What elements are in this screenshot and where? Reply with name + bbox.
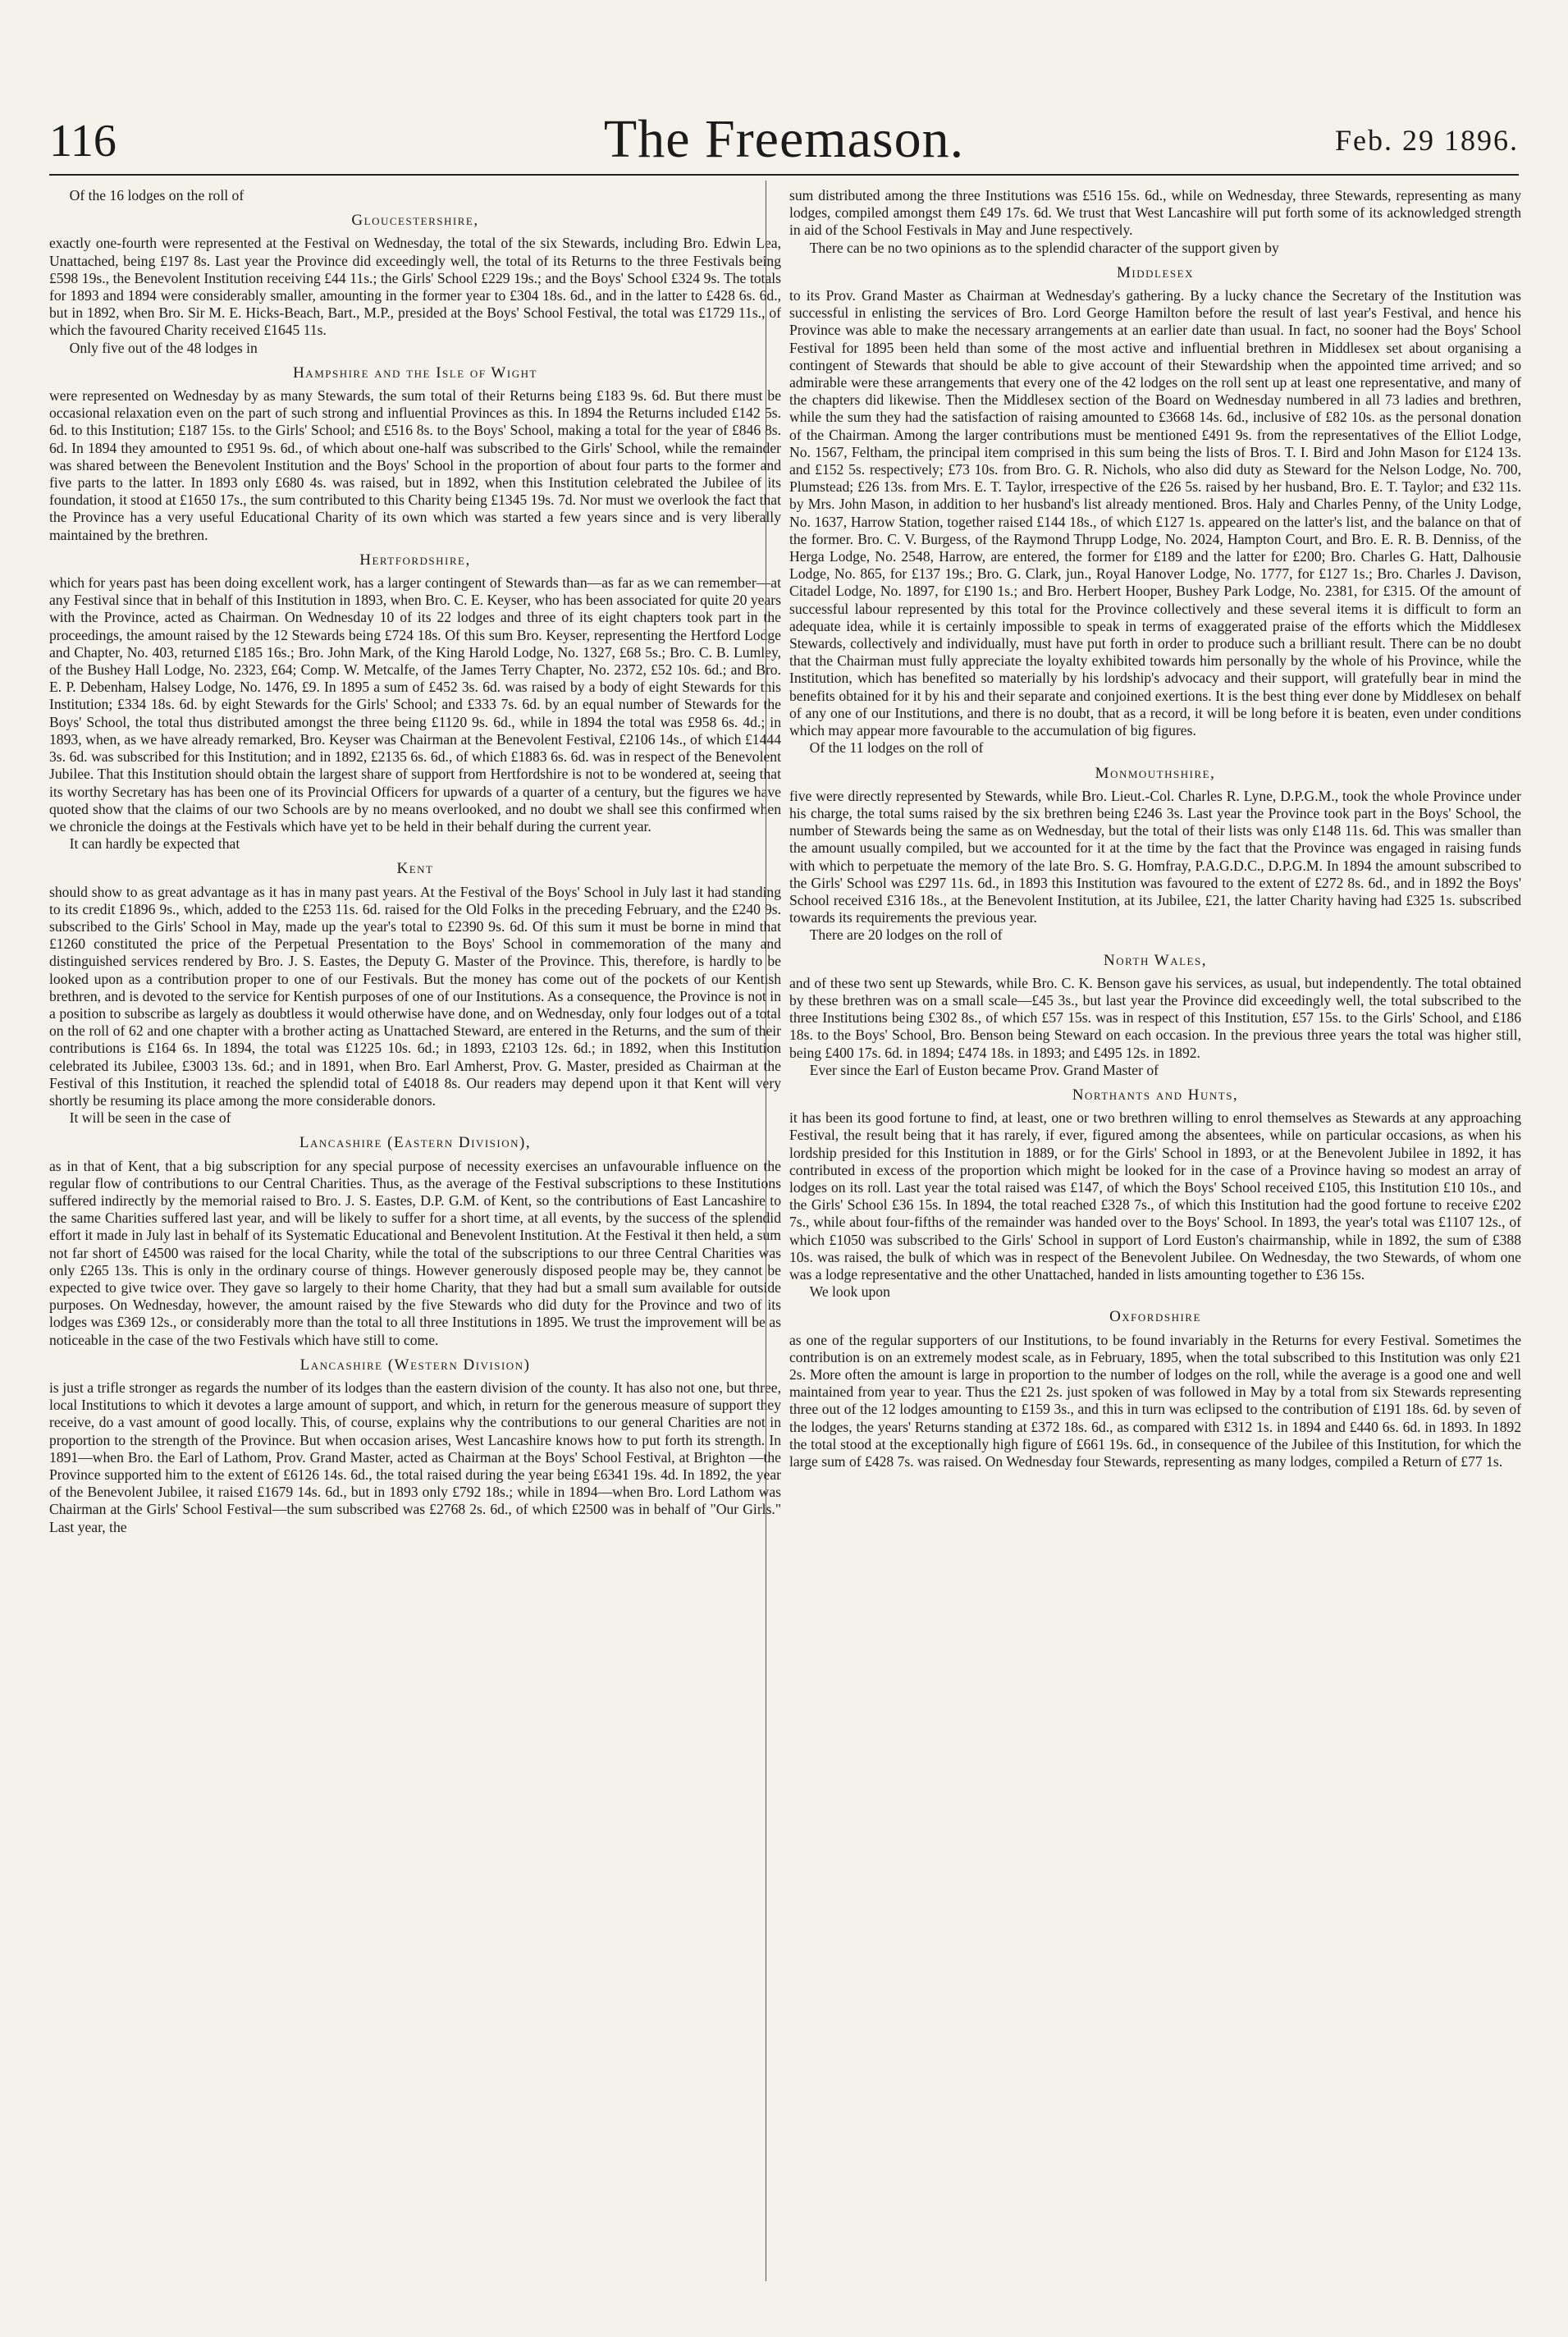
masthead	[49, 105, 1519, 171]
article-paragraph: There are 20 lodges on the roll of	[809, 926, 1003, 944]
article-paragraph: It can hardly be expected that	[69, 835, 240, 853]
article-paragraph: sum distributed among the three Institutions was £516 15s. 6d., while on Wednesday, three Stewards, representing as many lodges, compiled amongst them £49 17s. 6d. We trust that West Lancashire will put forth some of its acknowledged strength in aid of the School Festivals in May and June respectively.	[789, 187, 1521, 239]
article-paragraph: to its Prov. Grand Master as Chairman at Wednesday's gathering. By a lucky chance the Secretary of the Institution was successful in enlisting the services of Bro. Lord George Hamilton before the result of last year's Festival, and hence his Province was able to make the necessary arrangements at an earlier date than usual. In fact, no sooner had the Boys' School Festival for 1895 been held than some of the most active and influential brethren in Middlesex set about organising a contingent of Stewards that should be able to give account of their Stewardship when the appointed time arrived; and so admirable were these arrangements that every one of the 42 lodges on the roll sent up at least one representative, and many of the chapters did likewise. Then the Middlesex section of the Board on Wednesday numbered in all 73 ladies and brethren, while the sum they had the satisfaction of raising amounted to £3668 14s. 6d., inclusive of £82 10s. as the personal donation of the Chairman. Among the larger contributions must be mentioned £491 9s. from the representatives of the Elliot Lodge, No. 1567, Feltham, the principal item comprised in this sum being the lists of Bros. T. I. Bird and John Mason for £124 13s. and £152 5s. respectively; £73 10s. from Bro. G. R. Nichols, who also did duty as Steward for the Nelson Lodge, No. 700, Plumstead; £26 13s. from Mrs. E. T. Taylor, irrespective of the £26 5s. raised by her husband, Bro. E. T. Taylor; and £32 11s. by Mrs. John Mason, in addition to her husband's list already mentioned. Bros. Haly and Charles Penny, of the Unity Lodge, No. 1637, Harrow Station, together raised £144 18s., of which £127 1s. appeared on the latter's list, and the balance on that of the former. Bro. C. V. Burgess, of the Raymond Thrupp Lodge, No. 2024, Hampton Court, and Bro. E. R. B. Denniss, of the Herga Lodge, No. 2548, Harrow, are entered, the former for £189 and the latter for £200; Bro. Charles G. Hatt, Dalhousie Lodge, No. 865, for £137 19s.; Bro. G. Clark, jun., Royal Hanover Lodge, No. 1777, for £127 1s.; Bro. Charles J. Davison, Citadel Lodge, No. 1897, for £190 1s.; and Bro. Herbert Hooper, Bushey Park Lodge, No. 2381, for £315. Of the amount of successful labour represented by this total for the Province collectively and these several items it is difficult to form an adequate idea, while it is certainly impossible to speak in terms of exaggerated praise of the efforts which the Middlesex Stewards, collectively and individually, must have put forth in order to produce such a brilliant result. There can be no doubt that the Chairman must fully appreciate the loyalty exhibited towards him personally by the whole of his Province, while the Institution, which has benefited so materially by his lordship's advocacy and their support, will gratefully bear in mind the benefits obtained for it by his and their separate and conjoined exertions. It is the best thing ever done by Middlesex on behalf of any one of our Institutions, and there is no doubt, that as a record, it will be long before it is beaten, even under conditions which may appear more favourable to the accumulation of big figures.	[789, 287, 1521, 739]
article-paragraph: Of the 11 lodges on the roll of	[809, 739, 984, 757]
section-heading: Gloucestershire,	[351, 212, 479, 230]
section-heading: Northants and Hunts,	[1072, 1086, 1239, 1104]
article-paragraph: We look upon	[809, 1283, 890, 1301]
article-paragraph: it has been its good fortune to find, at least, one or two brethren willing to enrol themselves as Stewards at any approaching Festival, the result being that it has rarely, if ever, figured among the absentees, while on particular occasions, as when his lordship presided for this Institution in 1889, or for the Girls' School in 1893, or at the Benevolent Jubilee in 1892, it has contributed in excess of the proportion which might be looked for in the case of a Province having so modest an array of lodges on its roll. Last year the total raised was £147, of which the Boys' School received £105, this Institution £10 10s., and the Girls' School £36 15s. In 1894, the total reached £328 7s., of which this Institution had the good fortune to receive £202 7s., while about four-fifths of the remainder was handed over to the Boys' School. In 1893, the year's total was £1107 12s., of which £1050 was subscribed to the Girls' School in support of Lord Euston's chairmanship, while in 1892, the sum of £388 10s. was raised, the bulk of which was in respect of the Benevolent Jubilee. On Wednesday, the two Stewards, of whom one was a lodge representative and the other Unattached, handed in lists amounting together to £36 15s.	[789, 1109, 1521, 1283]
page-number: 116	[49, 116, 117, 167]
header-rule	[49, 174, 1519, 176]
article-paragraph: and of these two sent up Stewards, while Bro. C. K. Benson gave his services, as usual, but independently. The total obtained by these brethren was on a small scale—£45 3s., but last year the Province did exceedingly well, the total subscribed to the three Institutions being £302 8s., of which £57 15s. was in respect of this Institution, £57 15s. to the Girls' School, and £186 18s. to the Boys' School, Bro. Benson being Steward on each occasion. In the previous three years the total was higher still, being £400 17s. 6d. in 1894; £474 18s. in 1893; and £495 12s. in 1892.	[789, 974, 1521, 1061]
newspaper-title: The Freemason.	[603, 109, 965, 169]
article-paragraph: exactly one-fourth were represented at the Festival on Wednesday, the total of the six Stewards, including Bro. Edwin Lea, Unattached, being £197 8s. Last year the Province did exceedingly well, the total of its Returns to the three Festivals being £598 19s., the Benevolent Institution receiving £44 11s.; the Girls' School £229 19s.; and the Boys' School £324 9s. The totals for 1893 and 1894 were considerably smaller, amounting in the former year to £304 18s. 6d., and in the latter to £428 6s. 6d., but in 1892, when Bro. Sir M. E. Hicks-Beach, Bart., M.P., presided at the Boys' School Festival, the total was £1729 11s., of which the favoured Charity received £1645 11s.	[49, 235, 781, 339]
article-paragraph: Of the 16 lodges on the roll of	[69, 187, 245, 204]
section-heading: Middlesex	[1117, 263, 1194, 281]
section-heading: Oxfordshire	[1109, 1308, 1201, 1326]
section-heading: Monmouthshire,	[1095, 764, 1216, 782]
section-heading: Hertfordshire,	[359, 551, 471, 569]
article-paragraph: is just a trifle stronger as regards the number of its lodges than the eastern division of the county. It has also not one, but three, local Institutions to which it devotes a large amount of support, and which, in return for the generous measure of support they receive, do a vast amount of good locally. This, of course, explains why the contributions to our general Charities are not in proportion to the strength of the Province. But when occasion arises, West Lancashire knows how to put forth its strength. In 1891—when Bro. the Earl of Lathom, Prov. Grand Master, acted as Chairman at the Boys' School Festival, at Brighton —the Province supported him to the extent of £6126 14s. 6d., the total raised during the year being £6341 19s. 4d. In 1892, the year of the Benevolent Jubilee, it raised £1679 14s. 6d., but in 1893 only £792 18s.; while in 1894—when Bro. Lord Lathom was Chairman at the Girls' School Festival—the sum subscribed was £2768 2s. 6d., of which £2500 was in behalf of "Our Girls." Last year, the	[49, 1379, 781, 1535]
section-heading: Lancashire (Eastern Division),	[299, 1134, 532, 1152]
article-paragraph: It will be seen in the case of	[69, 1109, 231, 1127]
article-paragraph: which for years past has been doing excellent work, has a larger contingent of Stewards than—as far as we can remember—at any Festival since that in behalf of this Institution in 1893, when Bro. C. E. Keyser, who has been associated for quite 20 years with the Province, acted as Chairman. On Wednesday 10 of its 22 lodges and three of its eight chapters took part in the proceedings, the amount raised by the 12 Stewards being £724 18s. Of this sum Bro. Keyser, representing the Hertford Lodge and Chapter, No. 403, returned £185 16s.; Bro. John Mark, of the King Harold Lodge, No. 1327, £68 5s.; Bro. C. B. Lumley, of the Bushey Hall Lodge, No. 2323, £64; Comp. W. Metcalfe, of the James Terry Chapter, No. 2372, £52 10s. 6d.; and Bro. E. P. Debenham, Halsey Lodge, No. 1476, £9. In 1895 a sum of £452 3s. 6d. was raised by a body of eight Stewards for this Institution; £334 18s. 6d. by eight Stewards for the Girls' School; and £333 7s. 6d. by an equal number of Stewards for the Boys' School, the total thus distributed amongst the three being £1120 9s. 6d., while in 1894 the total was £958 6s. 4d.; in 1893, when, as we have already remarked, Bro. Keyser was Chairman at the Benevolent Festival, £2106 14s., of which £1444 3s. 6d. was subscribed for this Institution; and in 1892, £2135 6s. 6d., of which £1883 6s. 6d. was in respect of the Benevolent Jubilee. That this Institution should obtain the largest share of support from Hertfordshire is not to be wondered at, seeing that its worthy Secretary has has been one of its Provincial Officers for upwards of a quarter of a century, but the figures we have quoted show that the claims of our two Schools are by no means overlooked, and no doubt we shall see this confirmed when we chronicle the doings at the Festivals which have yet to be held in their behalf during the current year.	[49, 574, 781, 835]
article-paragraph: as in that of Kent, that a big subscription for any special purpose of necessity exercises an unfavourable influence on the regular flow of contributions to our Central Charities. Thus, as the average of the Festival subscriptions to these Institutions suffered indirectly by the memorial raised to Bro. J. S. Eastes, D.P. G.M. of Kent, so the contributions of East Lancashire to the same Charities suffered last year, and will be likely to suffer for a short time, at all events, by the success of the splendid effort it made in July last in behalf of its Systematic Educational and Benevolent Institution. At the Festival it then held, a sum not far short of £4500 was raised for the local Charity, while the total of the subscriptions to our three Central Charities was only £265 13s. This is only in the ordinary course of things. However generously disposed people may be, they cannot be expected to give twice over. They gave so largely to their home Charity, that they had but a small sum available for outside purposes. On Wednesday, however, the amount raised by the five Stewards who did duty for the Province and two of its lodges was £369 12s., or considerably more than the total to all three Institutions in 1895. We trust the improvement will be as noticeable in the case of the two Festivals which have still to come.	[49, 1157, 781, 1348]
article-paragraph: should show to as great advantage as it has in many past years. At the Festival of the Boys' School in July last it had standing to its credit £1896 9s., which, added to the £253 11s. 6d. raised for the Old Folks in the preceding February, and the £240 9s. subscribed to the Girls' School in May, made up the year's total to £2390 9s. 6d. Of this sum it must be borne in mind that £1260 constituted the price of the Perpetual Presentation to the Boys' School in commemoration of the many and distinguished services rendered by Bro. J. S. Eastes, the Deputy G. Master of the Province. This, therefore, is hardly to be looked upon as a contribution proper to one of our Festivals. But the money has come out of the pockets of our Kentish brethren, and is devoted to the service for Kentish purposes of one of our Institutions. As a consequence, the Province is not in a position to subscribe as largely as doubtless it would otherwise have done, and on Wednesday, only four lodges out of a total on the roll of 62 and one chapter with a brother acting as Unattached Steward, are entered in the Returns, and the sum of their contributions is £164 6s. In 1894, the total was £1225 10s. 6d.; in 1893, £2103 12s. 6d.; in 1892, when this Institution celebrated its Jubilee, £3003 13s. 6d.; and in 1891, when Bro. Earl Amherst, Prov. G. Master, presided as Chairman at the Festival of this Institution, it reached the splendid total of £4018 8s. Our readers may depend upon it that Kent will very shortly be resuming its place among the more considerable donors.	[49, 883, 781, 1109]
article-paragraph: five were directly represented by Stewards, while Bro. Lieut.-Col. Charles R. Lyne, D.P.G.M., took the whole Province under his charge, the total sums raised by the six brethren being £246 3s. Last year the Province took part in the Boys' School, the number of Stewards being the same as on Wednesday, but the total of their lists was only £148 11s. 6d. This was smaller than the amount usually compiled, but we accounted for it at the time by the fact that the Province was engaged in raising funds with which to perpetuate the memory of the late Bro. S. G. Homfray, P.A.G.D.C., D.P.G.M. In 1894 the amount subscribed to the Girls' School was £297 11s. 6d., in 1893 this Institution was favoured to the extent of £272 8s. 6d., and in 1892 the Boys' School received £316 18s., at the Benevolent Institution, at its Jubilee, £21, the latter Charity having had £325 1s. subscribed towards its requirements the previous year.	[789, 787, 1521, 926]
section-heading: Lancashire (Western Division)	[299, 1356, 531, 1374]
article-paragraph: Ever since the Earl of Euston became Prov. Grand Master of	[809, 1061, 1159, 1078]
left-column	[49, 187, 781, 1536]
section-heading: Hampshire and the Isle of Wight	[293, 364, 537, 382]
article-paragraph: as one of the regular supporters of our Institutions, to be found invariably in the Returns for every Festival. Sometimes the contribution is on an extremely modest scale, as in February, 1895, when the total subscribed to this Institution was only £21 2s. More often the amount is large in proportion to the number of lodges on the roll, while the average is a good one and well maintained from year to year. Thus the £21 2s. just spoken of was followed in May by a total from six Stewards representing three out of the 12 lodges amounting to £159 3s., and this in turn was eclipsed to the contribution of £191 18s. 6d. by seven of the lodges, the years' Returns standing at £372 18s. 6d., as compared with £312 1s. in 1894 and £440 6s. 6d. in 1893. In 1892 the total stood at the exceptionally high figure of £661 19s. 6d., in consequence of the Jubilee of this Institution, for which the large sum of £428 7s. was raised. On Wednesday four Stewards, representing as many lodges, compiled a Return of £77 1s.	[789, 1331, 1521, 1470]
article-paragraph: Only five out of the 48 lodges in	[69, 339, 258, 356]
article-paragraph: were represented on Wednesday by as many Stewards, the sum total of their Returns being £183 9s. 6d. But there must be occasional relaxation even on the part of such strong and influential Provinces as this. In 1894 the Returns included £142 5s. 6d. to this Institution; £187 15s. to the Girls' School; and £516 8s. to the Boys' School, making a total for the year of £846 8s. 6d. In 1894 they amounted to £951 9s. 6d., of which about one-half was subscribed to the Girls' School, while the remainder was shared between the Benevolent Institution and the Boys' School in the proportion of about four parts to the former and five parts to the latter. In 1893 only £680 4s. was raised, but in 1892, when this Institution celebrated the Jubilee of its foundation, it stood at £1650 17s., the sum contributed to this Charity being £1345 19s. 7d. Nor must we overlook the fact that the Province has a very useful Educational Charity of its own which was started a few years since and is very liberally maintained by the brethren.	[49, 387, 781, 543]
issue-date: Feb. 29 1896.	[1335, 124, 1519, 157]
right-column	[789, 187, 1521, 1470]
article-paragraph: There can be no two opinions as to the splendid character of the support given by	[809, 239, 1279, 256]
section-heading: North Wales,	[1104, 951, 1207, 969]
section-heading: Kent	[396, 860, 434, 878]
